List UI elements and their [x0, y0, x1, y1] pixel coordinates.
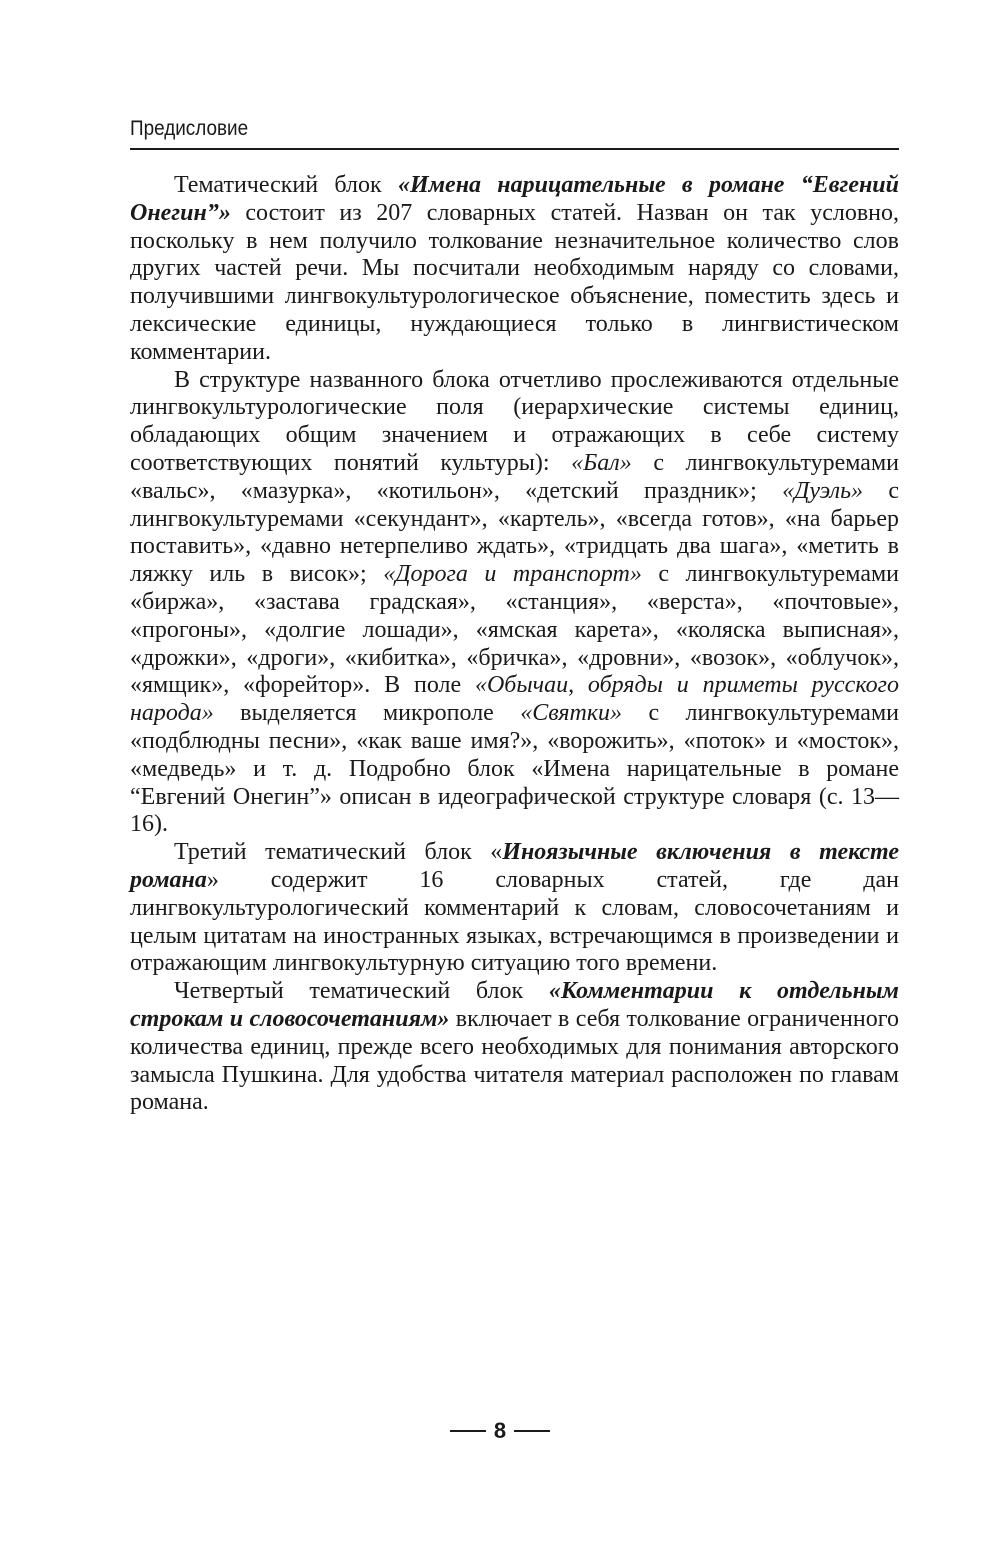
- body-text: [130, 172, 899, 1117]
- text-run: состоит из 207 словарных статей. Назван он так условно, поскольку в нем получило толкование незначительное количество слов других частей речи. Мы посчитали необходимым наряду со словами, получившими лингвокультурологическое объяснение, поместить здесь и лексические единицы, нуждающиеся только в лингвистическом комментарии.: [130, 199, 899, 365]
- paragraph: [130, 172, 899, 367]
- text-run: » содержит 16 словарных статей, где дан лингвокультурологический комментарий к словам, словосочетаниям и целым цитатам на иностранных языках, встречающимся в произведении и отражающим лингвокультурную ситуацию того времени.: [130, 866, 899, 977]
- field-name-emphasis: «Бал»: [571, 449, 632, 476]
- field-name-emphasis: «Святки»: [520, 700, 623, 727]
- field-name-emphasis: «Обычаи, обряды и приметы русского народа»: [130, 672, 899, 727]
- text-run: включает в себя толкование ограниченного количества единиц, прежде всего необходимых для понимания авторского замысла Пушкина. Для удобства читателя материал расположен по главам романа.: [130, 1005, 899, 1116]
- text-run: В структуре названного блока отчетливо прослеживаются отдельные лингвокультурологические поля (иерархические системы единиц, обладающих общим значением и отражающих в себе систему соответствующих понятий культуры):: [130, 366, 899, 476]
- paragraph: [130, 367, 899, 840]
- text-run: Третий тематический блок «: [174, 839, 503, 866]
- text-run: Тематический блок: [174, 172, 398, 198]
- folio-dash-left: [450, 1430, 486, 1432]
- page-number: [0, 1417, 1000, 1445]
- text-run: с лингвокультуремами «секундант», «картель», «всегда готов», «на барьер поставить», «давно нетерпеливо ждать», «тридцать два шага», «метить в ляжку иль в висок»;: [130, 477, 899, 588]
- page-number-text: 8: [493, 1418, 507, 1443]
- block-title-emphasis: Иноязычные включения в тексте романа: [130, 839, 899, 893]
- text-run: с лингвокультуремами «биржа», «застава градская», «станция», «верста», «почтовые», «прогоны», «долгие лошади», «ямская карета», «коляска выписная», «дрожки», «дроги», «кибитка», «бричка», «дровни», «возок», «облучок», «ямщик», «форейтор». В поле: [130, 561, 899, 699]
- paragraph: [130, 839, 899, 978]
- running-head: Предисловие: [130, 117, 249, 140]
- text-run: с лингвокультуремами «подблюдны песни», «как ваше имя?», «ворожить», «поток» и «мосток», «медведь» и т. д. Подробно блок «Имена нарицательные в романе “Евгений Онегин”» описан в идеографической структуре словаря (с. 13—16).: [130, 700, 899, 838]
- text-run: с лингвокультуремами «вальс», «мазурка», «котильон», «детский праздник»;: [130, 449, 899, 504]
- block-title-emphasis: «Комментарии к отдельным строкам и словосочетаниям»: [130, 978, 899, 1032]
- field-name-emphasis: «Дуэль»: [782, 477, 864, 504]
- text-run: выделяется микрополе: [213, 700, 521, 727]
- paragraph: [130, 978, 899, 1117]
- block-title-emphasis: «Имена нарицательные в романе “Евгений Онегин”»: [130, 172, 899, 226]
- folio-dash-right: [514, 1430, 550, 1432]
- field-name-emphasis: «Дорога и транспорт»: [383, 561, 642, 588]
- text-run: Четвертый тематический блок: [174, 978, 549, 1005]
- header-rule: [130, 148, 899, 150]
